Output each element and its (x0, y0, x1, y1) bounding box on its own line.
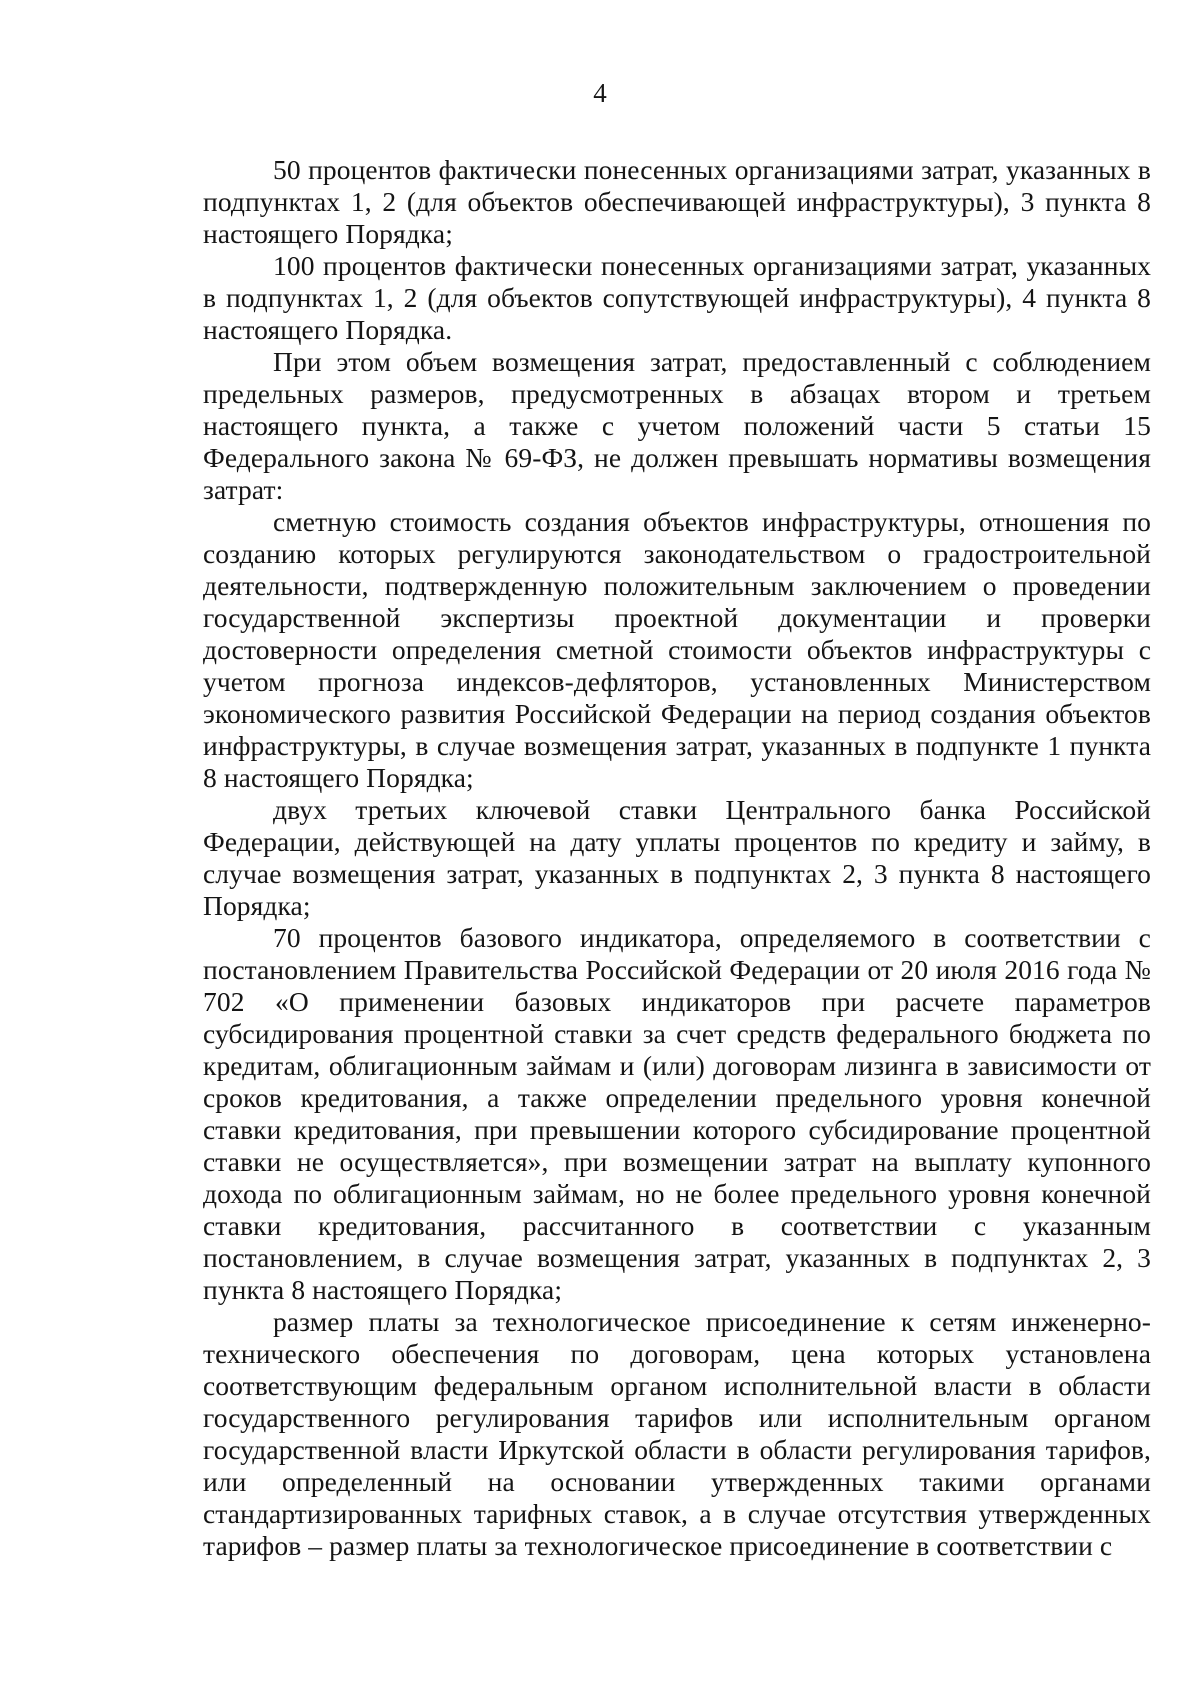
paragraph-5: двух третьих ключевой ставки Центрального банка Российской Федерации, действующей на дату уплаты процентов по кредиту и займу, в случае возмещения затрат, указанных в подпунктах 2, 3 пункта 8 настоящего Порядка; (203, 794, 1151, 921)
paragraph-4: сметную стоимость создания объектов инфраструктуры, отношения по созданию которых регулируются законодательством о градостроительной деятельности, подтвержденную положительным заключением о проведении государственной экспертизы проектной документации и проверки достоверности определения сметной стоимости объектов инфраструктуры с учетом прогноза индексов-дефляторов, установленных Министерством экономического развития Российской Федерации на период создания объектов инфраструктуры, в случае возмещения затрат, указанных в подпункте 1 пункта 8 настоящего Порядка; (203, 506, 1151, 793)
document-body (203, 154, 1151, 1562)
paragraph-3: При этом объем возмещения затрат, предоставленный с соблюдением предельных размеров, предусмотренных в абзацах втором и третьем настоящего пункта, а также с учетом положений части 5 статьи 15 Федерального закона № 69-ФЗ, не должен превышать нормативы возмещения затрат: (203, 346, 1151, 505)
paragraph-1: 50 процентов фактически понесенных организациями затрат, указанных в подпунктах 1, 2 (для объектов обеспечивающей инфраструктуры), 3 пункта 8 настоящего Порядка; (203, 154, 1151, 249)
page-number: 4 (593, 78, 607, 108)
paragraph-2: 100 процентов фактически понесенных организациями затрат, указанных в подпунктах 1, 2 (для объектов сопутствующей инфраструктуры), 4 пункта 8 настоящего Порядка. (203, 250, 1151, 345)
paragraph-6: 70 процентов базового индикатора, определяемого в соответствии с постановлением Правительства Российской Федерации от 20 июля 2016 года № 702 «О применении базовых индикаторов при расчете параметров субсидирования процентной ставки за счет средств федерального бюджета по кредитам, облигационным займам и (или) договорам лизинга в зависимости от сроков кредитования, а также определении предельного уровня конечной ставки кредитования, при превышении которого субсидирование процентной ставки не осуществляется», при возмещении затрат на выплату купонного дохода по облигационным займам, но не более предельного уровня конечной ставки кредитования, рассчитанного в соответствии с указанным постановлением, в случае возмещения затрат, указанных в подпунктах 2, 3 пункта 8 настоящего Порядка; (203, 922, 1151, 1305)
paragraph-7: размер платы за технологическое присоединение к сетям инженерно-технического обеспечения по договорам, цена которых установлена соответствующим федеральным органом исполнительной власти в области государственного регулирования тарифов или исполнительным органом государственной власти Иркутской области в области регулирования тарифов, или определенный на основании утвержденных такими органами стандартизированных тарифных ставок, а в случае отсутствия утвержденных тарифов – размер платы за технологическое присоединение в соответствии с (203, 1306, 1151, 1561)
